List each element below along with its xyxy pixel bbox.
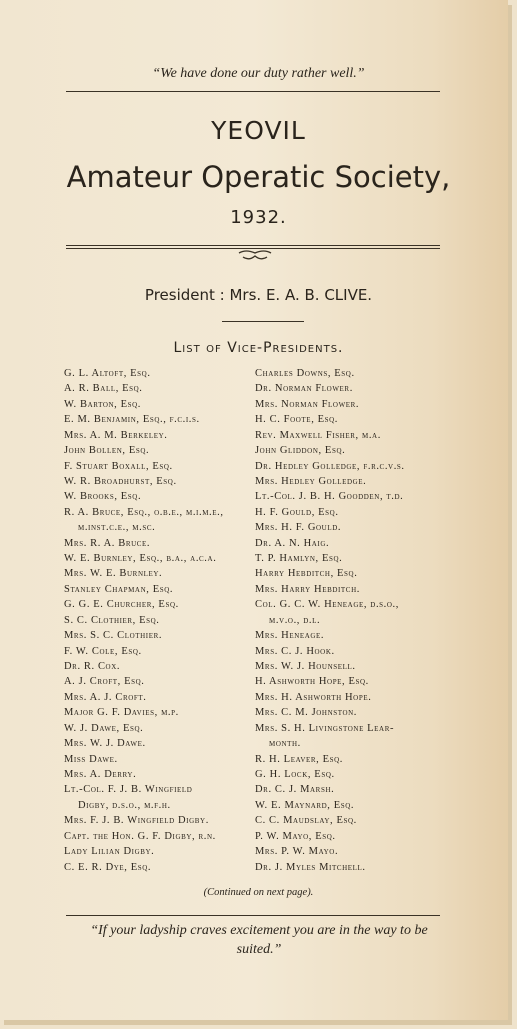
vice-president-entry: Dr. R. Cox.: [64, 661, 121, 673]
vice-president-entry: W. Barton, Esq.: [64, 398, 142, 410]
vice-president-entry: Mrs. W. J. Hounsell.: [255, 661, 356, 673]
vice-president-entry: W. R. Broadhurst, Esq.: [64, 475, 177, 487]
vice-president-entry: m.v.o., d.l.: [269, 614, 321, 626]
vice-president-entry: G. G. E. Churcher, Esq.: [64, 599, 179, 611]
vice-president-entry: Mrs. W. J. Dawe.: [64, 738, 146, 750]
vice-president-entry: Lt.-Col. F. J. B. Wingfield: [64, 784, 193, 796]
ornament-icon: [237, 249, 273, 261]
vice-president-entry: Mrs. W. E. Burnley.: [64, 568, 163, 580]
bottom-divider: [66, 915, 440, 916]
vice-president-entry: G. L. Altoft, Esq.: [64, 368, 151, 379]
vice-president-entry: W. Brooks, Esq.: [64, 491, 142, 503]
vice-president-entry: Mrs. H. F. Gould.: [255, 522, 342, 534]
vice-president-entry: m.inst.c.e., m.sc.: [78, 522, 156, 534]
president-divider: [222, 321, 304, 322]
vice-president-entry: W. E. Burnley, Esq., b.a., a.c.a.: [64, 553, 217, 565]
vice-president-entry: Charles Downs, Esq.: [255, 368, 355, 379]
vice-president-entry: R. H. Leaver, Esq.: [255, 753, 343, 765]
vice-president-entry: Lt.-Col. J. B. H. Goodden, t.d.: [255, 491, 404, 503]
vice-presidents-right-column: [255, 366, 450, 875]
vice-president-entry: H. F. Gould, Esq.: [255, 506, 339, 518]
vice-presidents-left-column: [64, 366, 254, 875]
vice-president-entry: Dr. A. N. Haig.: [255, 537, 330, 549]
vice-president-entry: Mrs. R. A. Bruce.: [64, 537, 151, 549]
vice-president-entry: Mrs. C. M. Johnston.: [255, 707, 358, 719]
vice-president-entry: S. C. Clothier, Esq.: [64, 614, 160, 626]
vice-president-entry: Mrs. F. J. B. Wingfield Digby.: [64, 815, 209, 827]
vice-president-entry: Stanley Chapman, Esq.: [64, 583, 174, 595]
vice-president-entry: W. E. Maynard, Esq.: [255, 799, 355, 811]
vice-president-entry: Mrs. Harry Hebditch.: [255, 583, 360, 595]
vice-president-entry: R. A. Bruce, Esq., o.b.e., m.i.m.e.,: [64, 506, 224, 518]
vice-president-entry: Lady Lilian Digby.: [64, 846, 155, 858]
vice-president-entry: Dr. Hedley Golledge, f.r.c.v.s.: [255, 460, 405, 472]
continued-note: (Continued on next page).: [203, 887, 314, 898]
title-year: 1932.: [230, 207, 287, 228]
vice-president-entry: Harry Hebditch, Esq.: [255, 568, 358, 580]
vice-president-entry: Mrs. S. H. Livingstone Lear-: [255, 722, 395, 734]
vice-president-entry: Digby, d.s.o., m.f.h.: [78, 799, 171, 811]
title-town: YEOVIL: [211, 116, 306, 145]
vice-president-entry: P. W. Mayo, Esq.: [255, 830, 336, 842]
vice-president-entry: H. Ashworth Hope, Esq.: [255, 676, 369, 688]
vice-president-entry: Mrs. Norman Flower.: [255, 398, 360, 410]
vice-president-entry: C. C. Maudslay, Esq.: [255, 815, 357, 827]
vice-president-entry: W. J. Dawe, Esq.: [64, 722, 144, 734]
vice-president-entry: G. H. Lock, Esq.: [255, 768, 335, 780]
list-heading: List of Vice-Presidents.: [173, 340, 344, 356]
vice-president-entry: Dr. Norman Flower.: [255, 383, 353, 395]
vice-president-entry: Mrs. A. M. Berkeley.: [64, 429, 168, 441]
vice-president-entry: Dr. J. Myles Mitchell.: [255, 861, 366, 873]
vice-president-entry: Mrs. H. Ashworth Hope.: [255, 691, 372, 703]
vice-president-entry: Mrs. C. J. Hook.: [255, 645, 335, 657]
vice-president-entry: Miss Dawe.: [64, 753, 118, 765]
vice-president-entry: C. E. R. Dye, Esq.: [64, 861, 152, 873]
president-line: President : Mrs. E. A. B. CLIVE.: [144, 286, 373, 304]
vice-president-entry: Mrs. Hedley Golledge.: [255, 475, 367, 487]
vice-president-entry: John Gliddon, Esq.: [255, 445, 346, 457]
title-society: Amateur Operatic Society,: [66, 160, 451, 194]
top-divider: [66, 91, 440, 92]
vice-president-entry: Mrs. A. J. Croft.: [64, 691, 147, 703]
vice-president-entry: A. J. Croft, Esq.: [64, 676, 145, 688]
vice-president-entry: F. W. Cole, Esq.: [64, 645, 142, 657]
vice-president-entry: T. P. Hamlyn, Esq.: [255, 553, 343, 565]
vice-president-entry: Mrs. Heneage.: [255, 630, 325, 642]
vice-president-entry: Rev. Maxwell Fisher, m.a.: [255, 429, 381, 441]
vice-president-entry: Major G. F. Davies, m.p.: [64, 707, 179, 719]
title-divider-upper: [66, 245, 440, 246]
vice-president-entry: Dr. C. J. Marsh.: [255, 784, 335, 796]
top-quote: “We have done our duty rather well.”: [152, 66, 365, 81]
vice-president-entry: Mrs. A. Derry.: [64, 768, 137, 780]
vice-president-entry: E. M. Benjamin, Esq., f.c.i.s.: [64, 414, 200, 426]
vice-president-entry: Mrs. P. W. Mayo.: [255, 846, 339, 858]
vice-president-entry: Col. G. C. W. Heneage, d.s.o.,: [255, 599, 400, 611]
vice-president-entry: A. R. Ball, Esq.: [64, 383, 143, 395]
vice-president-entry: H. C. Foote, Esq.: [255, 414, 339, 426]
vice-president-entry: Mrs. S. C. Clothier.: [64, 630, 163, 642]
vice-president-entry: Capt. the Hon. G. F. Digby, r.n.: [64, 830, 216, 842]
vice-president-entry: John Bollen, Esq.: [64, 445, 150, 457]
vice-president-entry: month.: [269, 738, 301, 750]
vice-president-entry: F. Stuart Boxall, Esq.: [64, 460, 173, 472]
bottom-quote: “If your ladyship craves excitement you are in the way to be suited.”: [90, 923, 428, 957]
